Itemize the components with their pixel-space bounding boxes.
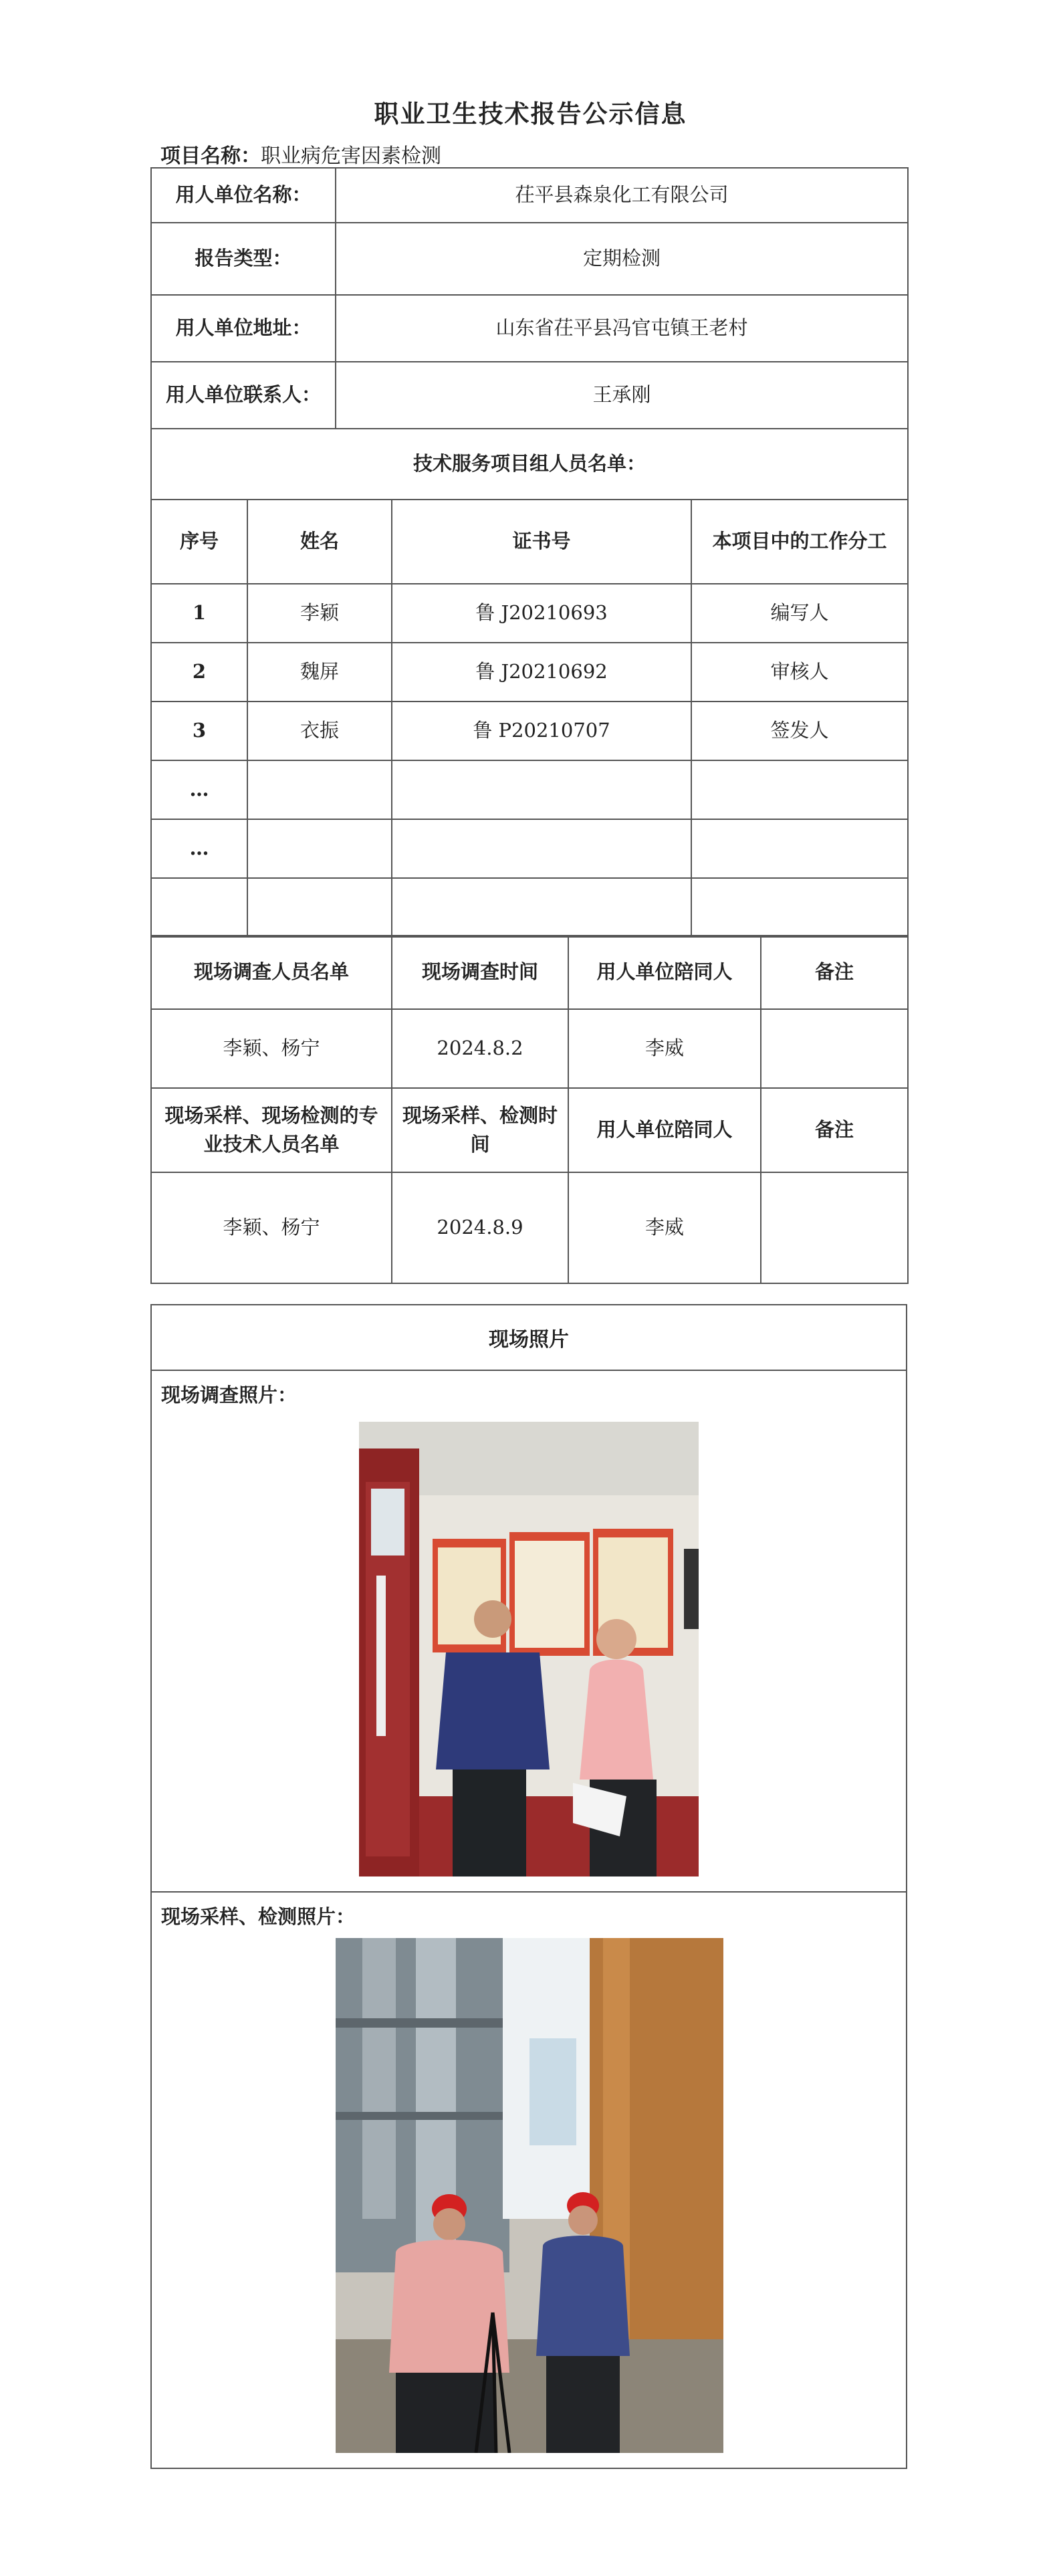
table-row xyxy=(151,702,908,760)
team-cell xyxy=(691,760,908,819)
team-header: 序号 xyxy=(151,500,247,584)
survey-header: 用人单位陪同人 xyxy=(568,936,761,1009)
project-value: 职业病危害因素检测 xyxy=(261,144,441,168)
info-value: 山东省茌平县冯官屯镇王老村 xyxy=(336,295,908,362)
team-cell: 签发人 xyxy=(691,702,908,760)
team-cell: 鲁 J20210693 xyxy=(392,584,691,643)
info-label: 用人单位名称： xyxy=(151,168,336,223)
project-label: 项目名称： xyxy=(160,144,261,168)
team-cell xyxy=(247,819,392,878)
info-row xyxy=(151,362,908,429)
team-cell: 李颖 xyxy=(247,584,392,643)
survey-cell xyxy=(761,1009,908,1088)
site-photos-section xyxy=(150,1304,907,2469)
team-cell xyxy=(392,878,691,937)
team-cell: 审核人 xyxy=(691,643,908,702)
team-cell: 1 xyxy=(151,584,247,643)
survey-photo-image xyxy=(359,1422,699,1876)
sampling-photo-label: 现场采样、检测照片： xyxy=(161,1905,356,1928)
survey-cell: 李威 xyxy=(568,1172,761,1283)
team-cell xyxy=(392,819,691,878)
team-cell: … xyxy=(151,760,247,819)
survey-photo-block xyxy=(152,1371,906,1893)
survey-header: 备注 xyxy=(761,936,908,1009)
info-label: 用人单位地址： xyxy=(151,295,336,362)
info-row xyxy=(151,168,908,223)
survey-header: 现场采样、检测时间 xyxy=(392,1088,568,1172)
survey-cell: 李颖、杨宁 xyxy=(151,1009,392,1088)
info-value: 王承刚 xyxy=(336,362,908,429)
team-cell: 编写人 xyxy=(691,584,908,643)
info-row xyxy=(151,295,908,362)
team-cell: 鲁 J20210692 xyxy=(392,643,691,702)
info-value: 茌平县森泉化工有限公司 xyxy=(336,168,908,223)
sampling-photo-image xyxy=(336,1938,723,2453)
page-title: 职业卫生技术报告公示信息 xyxy=(374,99,687,128)
info-label: 报告类型： xyxy=(151,223,336,295)
info-value: 定期检测 xyxy=(336,223,908,295)
project-line xyxy=(160,139,441,169)
survey-cell: 李威 xyxy=(568,1009,761,1088)
table-row xyxy=(151,878,908,937)
sampling-photo-block xyxy=(152,1893,906,2469)
survey-header-row xyxy=(151,1088,908,1172)
survey-header: 现场调查时间 xyxy=(392,936,568,1009)
survey-photo-label: 现场调查照片： xyxy=(161,1384,298,1406)
team-title: 技术服务项目组人员名单： xyxy=(151,429,908,500)
team-cell xyxy=(691,878,908,937)
team-table xyxy=(150,428,909,938)
survey-table xyxy=(150,935,909,1284)
team-cell: 衣振 xyxy=(247,702,392,760)
team-cell xyxy=(247,760,392,819)
team-cell xyxy=(392,760,691,819)
team-cell xyxy=(151,878,247,937)
photos-title: 现场照片 xyxy=(152,1305,906,1371)
table-row xyxy=(151,1172,908,1283)
team-header: 本项目中的工作分工 xyxy=(691,500,908,584)
survey-cell: 李颖、杨宁 xyxy=(151,1172,392,1283)
team-header: 姓名 xyxy=(247,500,392,584)
survey-photo xyxy=(359,1422,699,1876)
table-row xyxy=(151,584,908,643)
employer-info-table xyxy=(150,167,909,429)
team-header-row xyxy=(151,500,908,584)
team-cell: 鲁 P20210707 xyxy=(392,702,691,760)
team-cell xyxy=(691,819,908,878)
survey-cell xyxy=(761,1172,908,1283)
table-row xyxy=(151,760,908,819)
info-label: 用人单位联系人： xyxy=(151,362,336,429)
survey-header: 备注 xyxy=(761,1088,908,1172)
survey-header: 现场采样、现场检测的专业技术人员名单 xyxy=(151,1088,392,1172)
survey-header: 现场调查人员名单 xyxy=(151,936,392,1009)
survey-header: 用人单位陪同人 xyxy=(568,1088,761,1172)
team-cell: 2 xyxy=(151,643,247,702)
info-row xyxy=(151,223,908,295)
survey-header-row xyxy=(151,936,908,1009)
survey-cell: 2024.8.9 xyxy=(392,1172,568,1283)
sampling-photo xyxy=(336,1938,723,2453)
team-cell: … xyxy=(151,819,247,878)
team-cell: 3 xyxy=(151,702,247,760)
table-row xyxy=(151,819,908,878)
team-header: 证书号 xyxy=(392,500,691,584)
team-cell xyxy=(247,878,392,937)
team-cell: 魏屏 xyxy=(247,643,392,702)
table-row xyxy=(151,643,908,702)
survey-cell: 2024.8.2 xyxy=(392,1009,568,1088)
table-row xyxy=(151,1009,908,1088)
